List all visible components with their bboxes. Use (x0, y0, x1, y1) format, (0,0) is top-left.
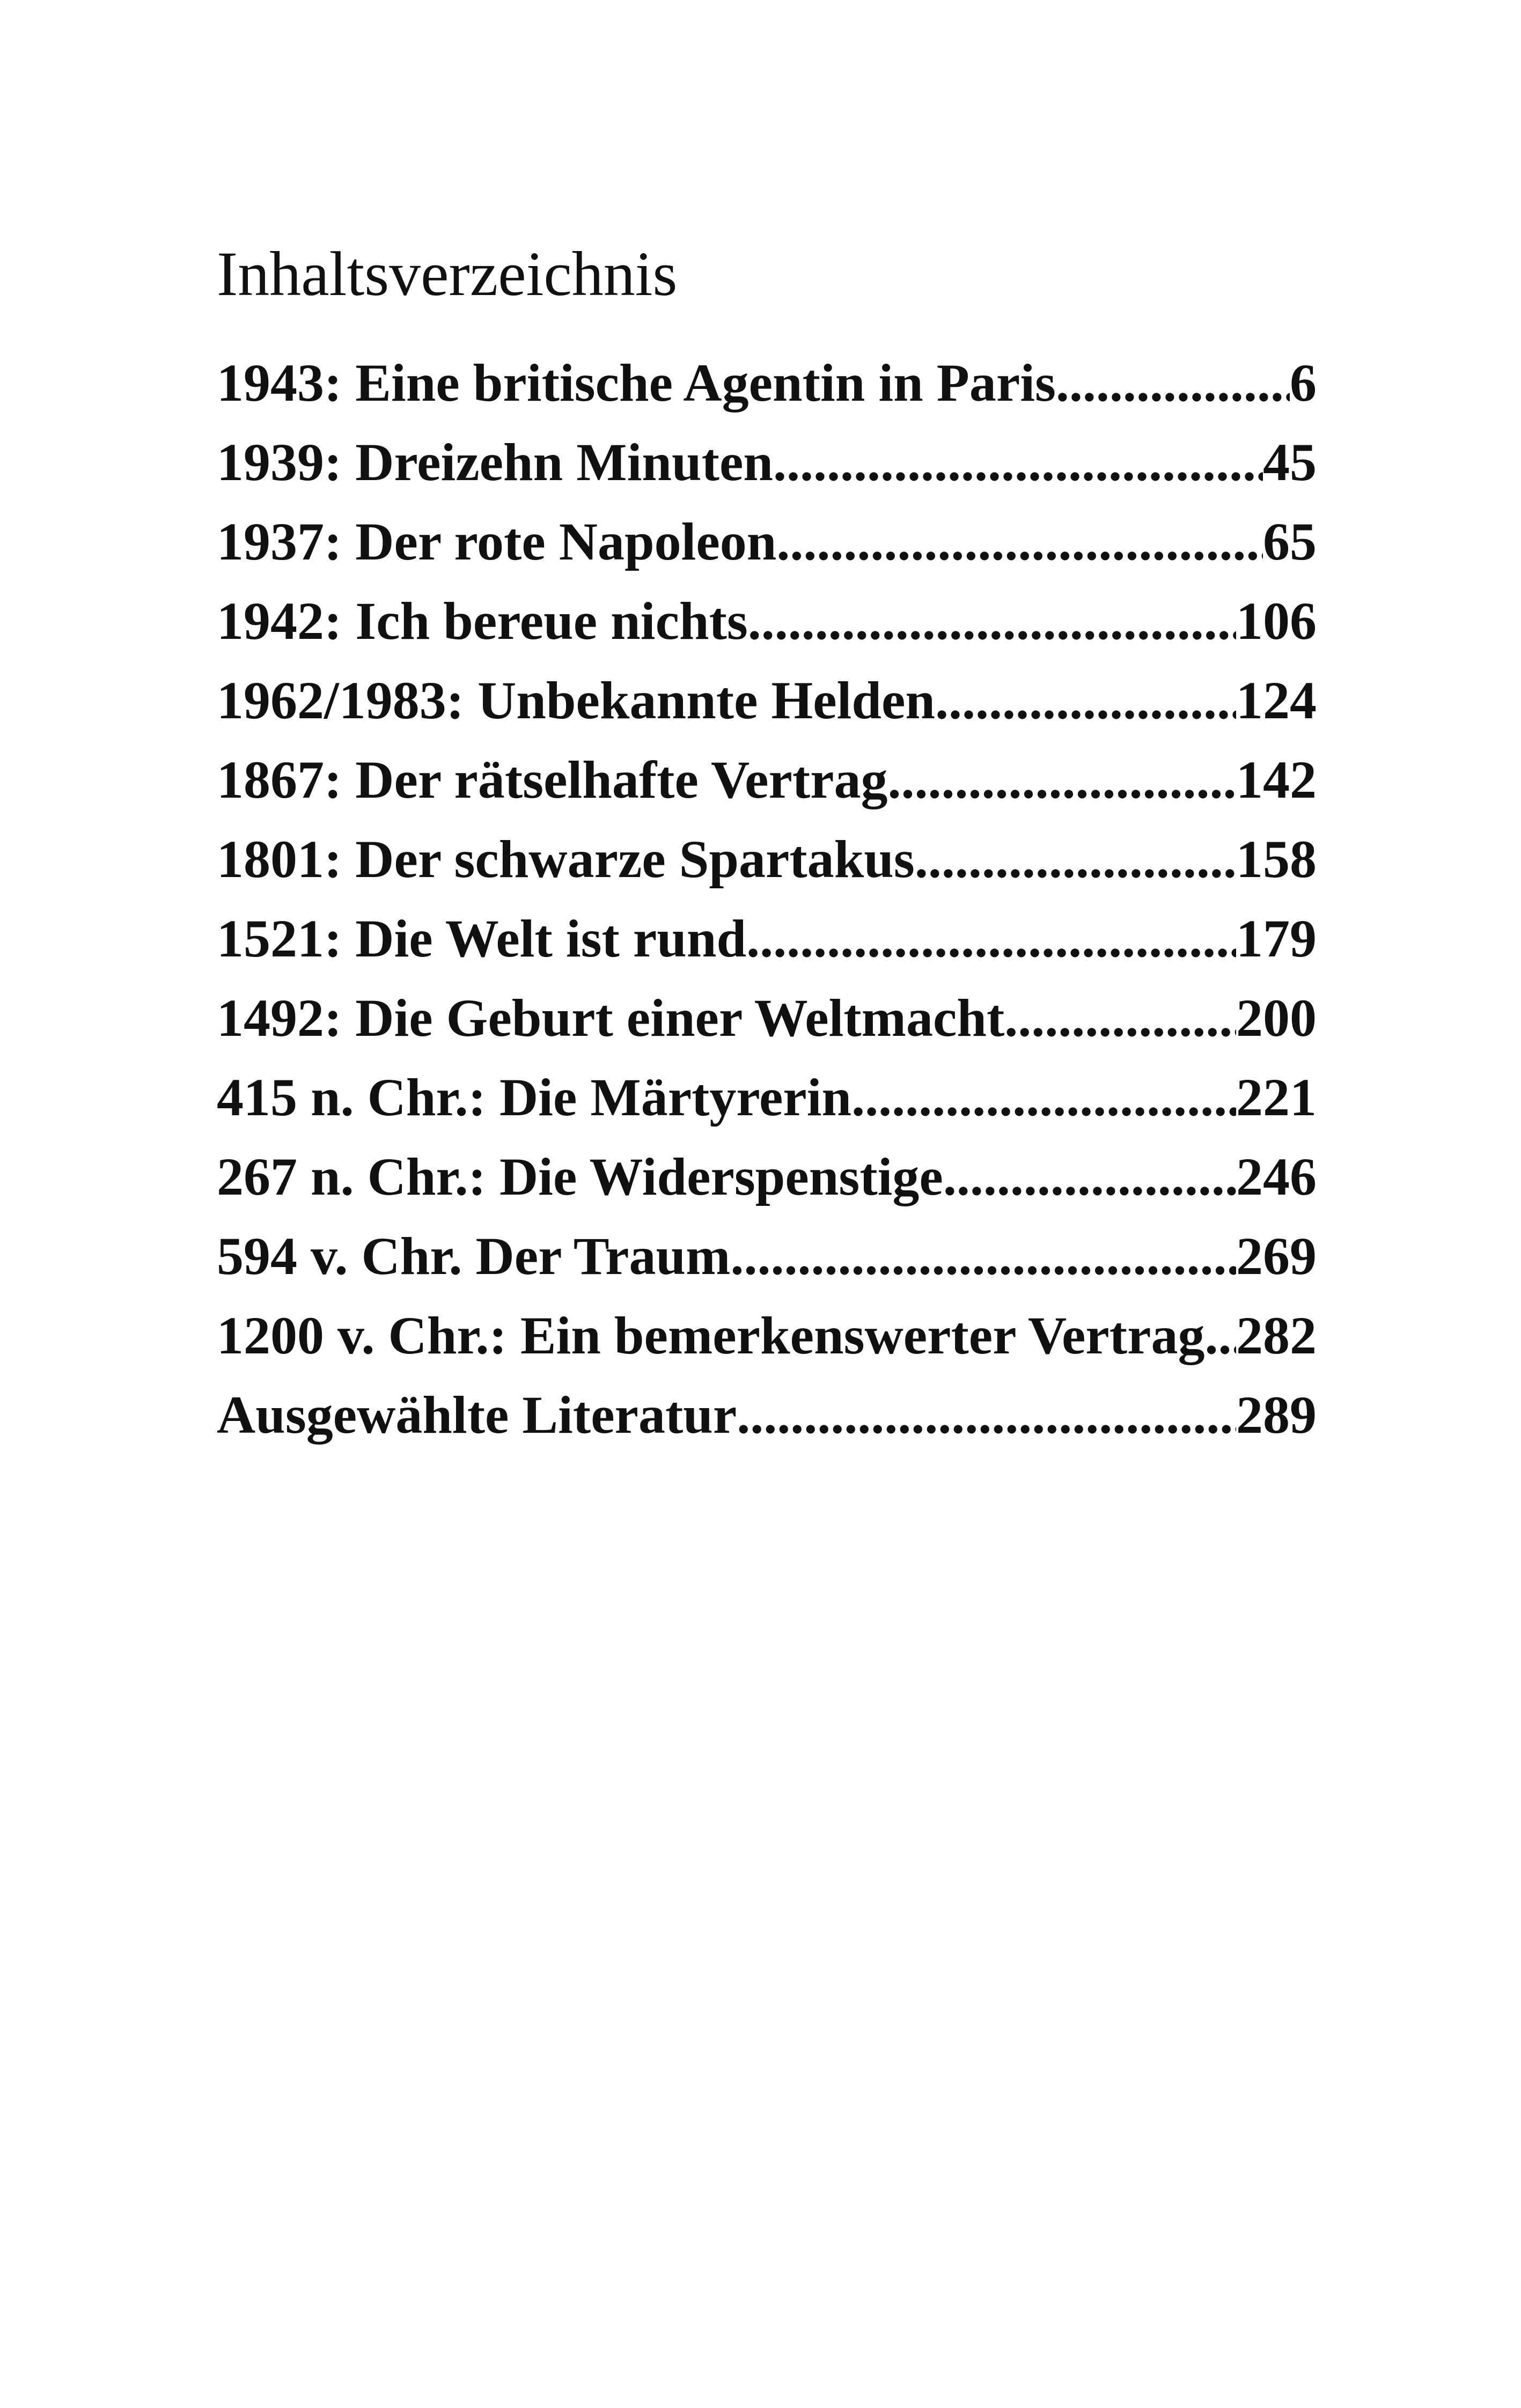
toc-entry-title: 1962/1983: Unbekannte Helden (217, 671, 936, 730)
toc-entry-title: 1942: Ich bereue nichts (217, 591, 748, 651)
toc-entry (217, 899, 1317, 978)
page-title: Inhaltsverzeichnis (217, 239, 678, 309)
dot-leader (730, 1217, 1236, 1296)
toc-entry-page-number: 282 (1236, 1306, 1317, 1365)
toc-entry (217, 820, 1317, 899)
toc-entry (217, 740, 1317, 820)
toc-entry-title: 1801: Der schwarze Spartakus (217, 829, 915, 889)
toc-entry-page-number: 200 (1236, 988, 1317, 1048)
dot-leader (935, 661, 1236, 740)
toc-entry-page-number: 246 (1236, 1147, 1317, 1206)
dot-leader (737, 1375, 1236, 1455)
toc-entry-title: 267 n. Chr.: Die Widerspenstige (217, 1147, 943, 1206)
toc-entry-title: 594 v. Chr. Der Traum (217, 1226, 731, 1286)
dot-leader (943, 1137, 1236, 1217)
toc-entry-page-number: 45 (1263, 432, 1317, 492)
dot-leader (1056, 343, 1290, 423)
dot-leader (773, 423, 1263, 502)
dot-leader (915, 820, 1236, 899)
table-of-contents (217, 343, 1317, 1455)
dot-leader (851, 1058, 1236, 1137)
toc-entry-page-number: 289 (1236, 1385, 1317, 1445)
toc-entry-title: 1521: Die Welt ist rund (217, 909, 747, 968)
toc-entry-page-number: 106 (1236, 591, 1317, 651)
toc-entry (217, 581, 1317, 661)
toc-entry-page-number: 179 (1236, 909, 1317, 968)
toc-entry (217, 1058, 1317, 1137)
dot-leader (746, 899, 1236, 978)
toc-entry-page-number: 124 (1236, 671, 1317, 730)
toc-entry (217, 1137, 1317, 1217)
dot-leader (1004, 978, 1236, 1058)
toc-entry-page-number: 142 (1236, 750, 1317, 809)
toc-entry-title: 1943: Eine britische Agentin in Paris (217, 353, 1056, 413)
toc-entry-title: 1939: Dreizehn Minuten (217, 432, 773, 492)
toc-entry-page-number: 6 (1290, 353, 1317, 413)
dot-leader (888, 740, 1236, 820)
toc-entry-title: 1937: Der rote Napoleon (217, 512, 777, 571)
toc-entry-title: 1200 v. Chr.: Ein bemerkenswerter Vertrag (217, 1306, 1205, 1365)
dot-leader (776, 502, 1263, 581)
toc-entry-title: 415 n. Chr.: Die Märtyrerin (217, 1067, 852, 1127)
toc-entry-title: 1867: Der rätselhafte Vertrag (217, 750, 888, 809)
toc-entry (217, 978, 1317, 1058)
toc-entry (217, 423, 1317, 502)
toc-entry (217, 1375, 1317, 1455)
toc-entry-page-number: 221 (1236, 1067, 1317, 1127)
toc-entry (217, 502, 1317, 581)
toc-entry-page-number: 269 (1236, 1226, 1317, 1286)
toc-entry-page-number: 65 (1263, 512, 1317, 571)
toc-entry (217, 1217, 1317, 1296)
toc-entry (217, 1296, 1317, 1375)
dot-leader (748, 581, 1236, 661)
toc-entry-title: 1492: Die Geburt einer Weltmacht (217, 988, 1005, 1048)
toc-entry (217, 661, 1317, 740)
toc-entry (217, 343, 1317, 423)
dot-leader (1204, 1296, 1236, 1375)
toc-entry-title: Ausgewählte Literatur (217, 1385, 737, 1445)
toc-entry-page-number: 158 (1236, 829, 1317, 889)
